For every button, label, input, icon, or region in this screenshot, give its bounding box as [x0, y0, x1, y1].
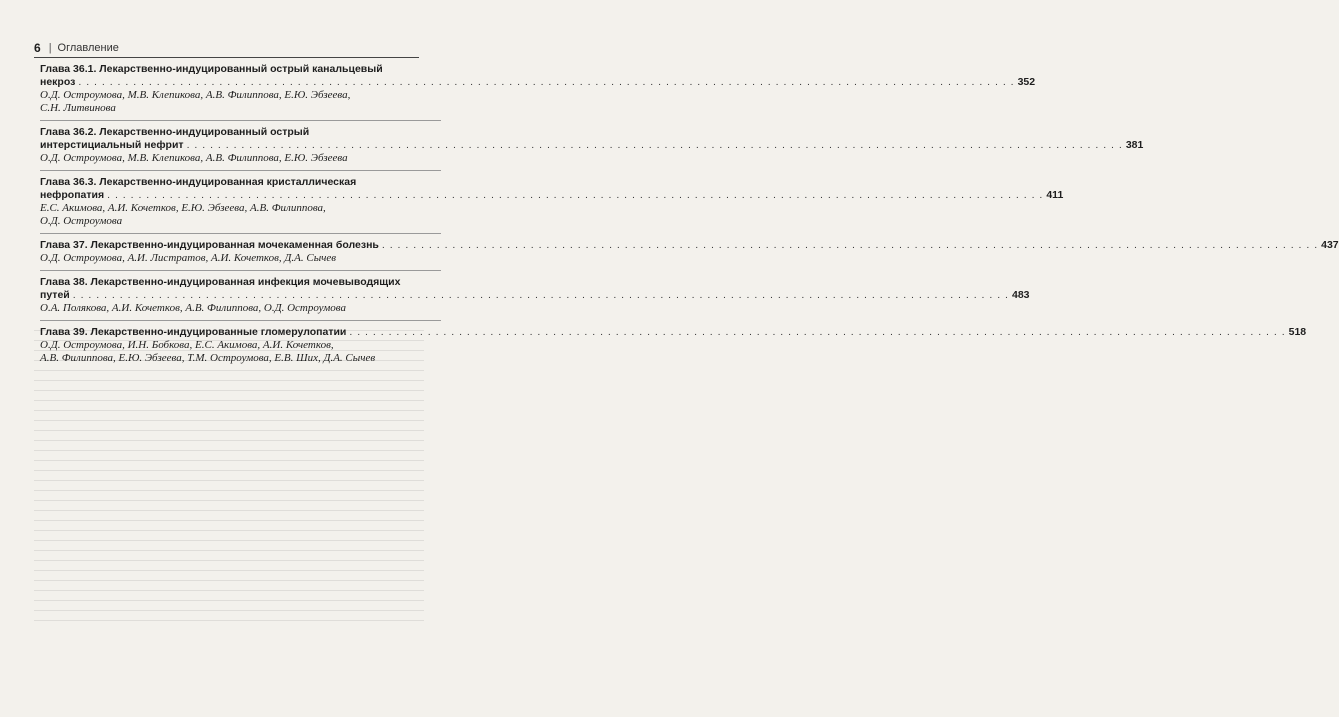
- table-of-contents: [40, 63, 1339, 375]
- toc-entry[interactable]: [40, 176, 1064, 234]
- dot-leader: . . . . . . . . . . . . . . . . . . . . . . . . . . . . . . . . . . . . . . . . . . . . . . . . . . . . . . . . . . . . . . . . . . . . . . . . . . . . . . . . . . . . . . . . . . . . . . . . . . . . . . . . . . . . . . . . . . . . . . . .: [72, 289, 1009, 301]
- dot-leader: . . . . . . . . . . . . . . . . . . . . . . . . . . . . . . . . . . . . . . . . . . . . . . . . . . . . . . . . . . . . . . . . . . . . . . . . . . . . . . . . . . . . . . . . . . . . . . . . . . . . . . . . . . . . . . . . . . . . . . . .: [186, 139, 1123, 151]
- page-ref: 518: [1288, 326, 1307, 338]
- running-title: Оглавление: [57, 42, 119, 54]
- header-rule: [34, 57, 419, 58]
- chapter-title-text: путей: [40, 289, 70, 301]
- chapter-title-text: некроз: [40, 76, 76, 88]
- toc-entry[interactable]: [40, 239, 1339, 271]
- chapter-title-line: [40, 326, 1307, 339]
- running-header: [34, 41, 419, 55]
- toc-entry[interactable]: [40, 276, 1030, 321]
- chapter-authors: О.Д. Остроумова, И.Н. Бобкова, Е.С. Акимова, А.И. Кочетков,: [40, 339, 334, 351]
- page-ref: 381: [1125, 139, 1144, 151]
- chapter-title-line: [40, 189, 1064, 202]
- page-ref: 352: [1017, 76, 1036, 88]
- toc-entry[interactable]: [40, 63, 1036, 121]
- chapter-authors: О.Д. Остроумова, М.В. Клепикова, А.В. Филиппова, Е.Ю. Эбзеева: [40, 152, 348, 164]
- chapter-authors: Е.С. Акимова, А.И. Кочетков, Е.Ю. Эбзеева, А.В. Филиппова,: [40, 202, 326, 214]
- chapter-title-line: Глава 38. Лекарственно-индуцированная инфекция мочевыводящих: [40, 276, 401, 288]
- chapter-title-line: [40, 139, 1144, 152]
- page-ref: 411: [1046, 189, 1064, 201]
- chapter-title-line: [40, 239, 1339, 252]
- dot-leader: . . . . . . . . . . . . . . . . . . . . . . . . . . . . . . . . . . . . . . . . . . . . . . . . . . . . . . . . . . . . . . . . . . . . . . . . . . . . . . . . . . . . . . . . . . . . . . . . . . . . . . . . . . . . . . . . . . . . . . . .: [78, 76, 1015, 88]
- chapter-title-text: нефропатия: [40, 189, 105, 201]
- show-through-texture: [34, 330, 424, 650]
- chapter-title-text: интерстициальный нефрит: [40, 139, 184, 151]
- page-ref: 437: [1321, 239, 1339, 251]
- chapter-title-line: Глава 36.1. Лекарственно-индуцированный острый канальцевый: [40, 63, 383, 75]
- chapter-title-text: Глава 39. Лекарственно-индуцированные гломерулопатии: [40, 326, 347, 338]
- chapter-authors: О.Д. Остроумова: [40, 215, 123, 227]
- chapter-title-line: [40, 289, 1030, 302]
- page-ref: 483: [1011, 289, 1030, 301]
- chapter-authors: О.А. Полякова, А.И. Кочетков, А.В. Филиппова, О.Д. Остроумова: [40, 302, 346, 314]
- toc-entry[interactable]: [40, 326, 1307, 370]
- chapter-authors: С.Н. Литвинова: [40, 102, 116, 114]
- chapter-title-line: Глава 36.2. Лекарственно-индуцированный острый: [40, 126, 310, 138]
- page-number: 6: [34, 41, 41, 55]
- chapter-authors: А.В. Филиппова, Е.Ю. Эбзеева, Т.М. Остроумова, Е.В. Ших, Д.А. Сычев: [40, 352, 376, 364]
- dot-leader: . . . . . . . . . . . . . . . . . . . . . . . . . . . . . . . . . . . . . . . . . . . . . . . . . . . . . . . . . . . . . . . . . . . . . . . . . . . . . . . . . . . . . . . . . . . . . . . . . . . . . . . . . . . . . . . . . . . . . . . .: [107, 189, 1044, 201]
- dot-leader: . . . . . . . . . . . . . . . . . . . . . . . . . . . . . . . . . . . . . . . . . . . . . . . . . . . . . . . . . . . . . . . . . . . . . . . . . . . . . . . . . . . . . . . . . . . . . . . . . . . . . . . . . . . . . . . . . . . . . . . .: [381, 239, 1319, 251]
- header-separator: |: [48, 42, 52, 54]
- toc-entry[interactable]: [40, 126, 1144, 171]
- chapter-title-line: [40, 76, 1036, 89]
- dot-leader: . . . . . . . . . . . . . . . . . . . . . . . . . . . . . . . . . . . . . . . . . . . . . . . . . . . . . . . . . . . . . . . . . . . . . . . . . . . . . . . . . . . . . . . . . . . . . . . . . . . . . . . . . . . . . . . . . . . . . . . .: [349, 326, 1286, 338]
- chapter-title-line: Глава 36.3. Лекарственно-индуцированная кристаллическая: [40, 176, 357, 188]
- chapter-authors: О.Д. Остроумова, А.И. Листратов, А.И. Кочетков, Д.А. Сычев: [40, 252, 337, 264]
- chapter-authors: О.Д. Остроумова, М.В. Клепикова, А.В. Филиппова, Е.Ю. Эбзеева,: [40, 89, 351, 101]
- chapter-title-text: Глава 37. Лекарственно-индуцированная мочекаменная болезнь: [40, 239, 379, 251]
